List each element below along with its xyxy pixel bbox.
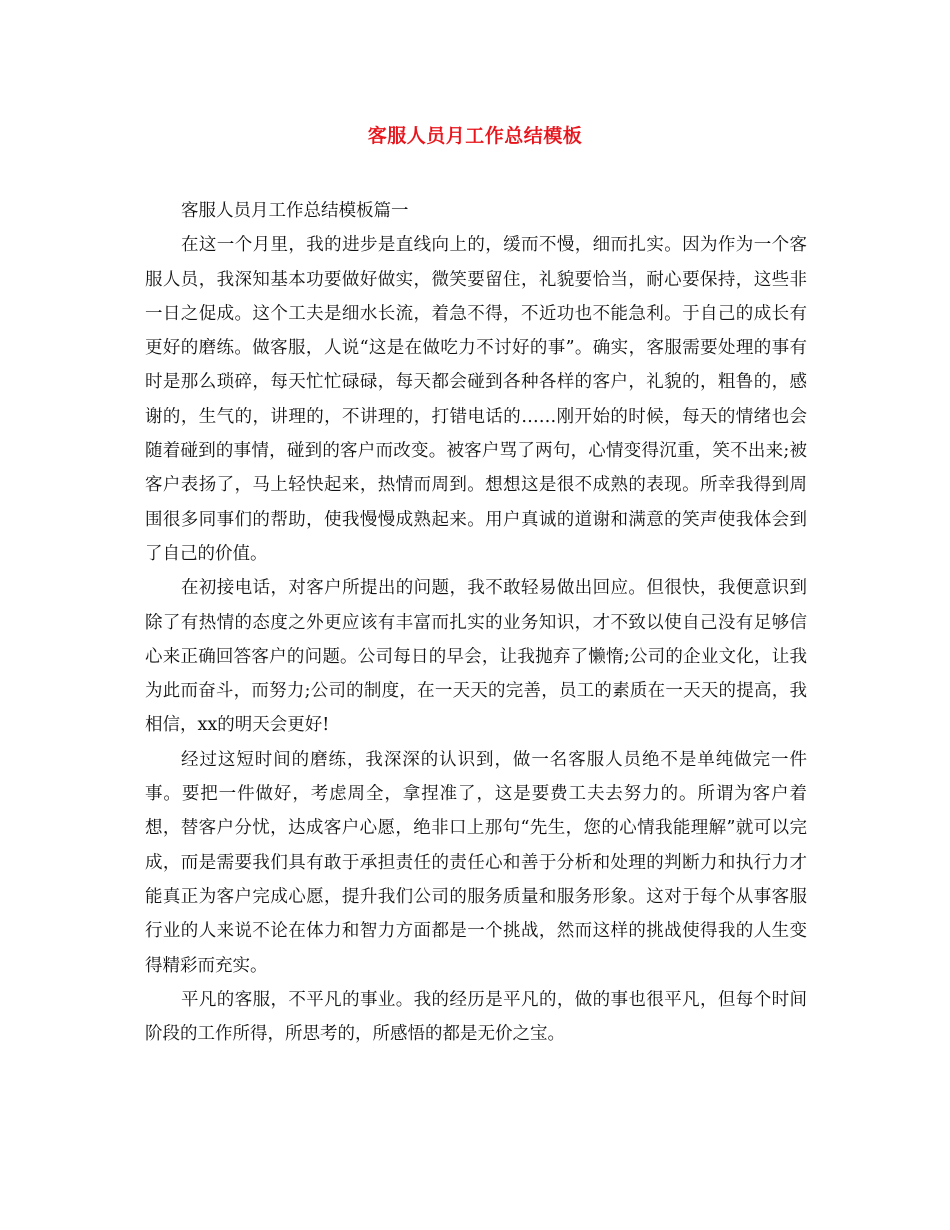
paragraph-2: 在初接电话，对客户所提出的问题，我不敢轻易做出回应。但很快，我便意识到除了有热情的态度之外更应该有丰富而扎实的业务知识，才不致以使自己没有足够信心来正确回答客户的问题。公司每日的早会，让我抛弃了懒惰;公司的企业文化，让我为此而奋斗，而努力;公司的制度，在一天天的完善，员工的素质在一天天的提高，我相信，xx的明天会更好! bbox=[145, 578, 807, 736]
document-body bbox=[145, 194, 807, 1051]
paragraph-1: 在这一个月里，我的进步是直线向上的，缓而不慢，细而扎实。因为作为一个客服人员，我深知基本功要做好做实，微笑要留住，礼貌要恰当，耐心要保持，这些非一日之促成。这个工夫是细水长流，着急不得，不近功也不能急利。于自己的成长有更好的磨练。做客服，人说“这是在做吃力不讨好的事”。确实，客服需要处理的事有时是那么琐碎，每天忙忙碌碌，每天都会碰到各种各样的客户，礼貌的，粗鲁的，感谢的，生气的，讲理的，不讲理的，打错电话的……刚开始的时候，每天的情绪也会随着碰到的事情，碰到的客户而改变。被客户骂了两句，心情变得沉重，笑不出来;被客户表扬了，马上轻快起来，热情而周到。想想这是很不成熟的表现。所幸我得到周围很多同事们的帮助，使我慢慢成熟起来。用户真诚的道谢和满意的笑声使我体会到了自己的价值。 bbox=[145, 235, 807, 564]
paragraph-4: 平凡的客服，不平凡的事业。我的经历是平凡的，做的事也很平凡，但每个时间阶段的工作所得，所思考的，所感悟的都是无价之宝。 bbox=[145, 989, 807, 1045]
paragraph-3: 经过这短时间的磨练，我深深的认识到，做一名客服人员绝不是单纯做完一件事。要把一件做好，考虑周全，拿捏准了，这是要费工夫去努力的。所谓为客户着想，替客户分忧，达成客户心愿，绝非口上那句“先生，您的心情我能理解”就可以完成，而是需要我们具有敢于承担责任的责任心和善于分析和处理的判断力和执行力才能真正为客户完成心愿，提升我们公司的服务质量和服务形象。这对于每个从事客服行业的人来说不论在体力和智力方面都是一个挑战，然而这样的挑战使得我的人生变得精彩而充实。 bbox=[145, 749, 807, 976]
document-title: 客服人员月工作总结模板 bbox=[367, 125, 583, 147]
section-heading: 客服人员月工作总结模板篇一 bbox=[181, 201, 409, 221]
